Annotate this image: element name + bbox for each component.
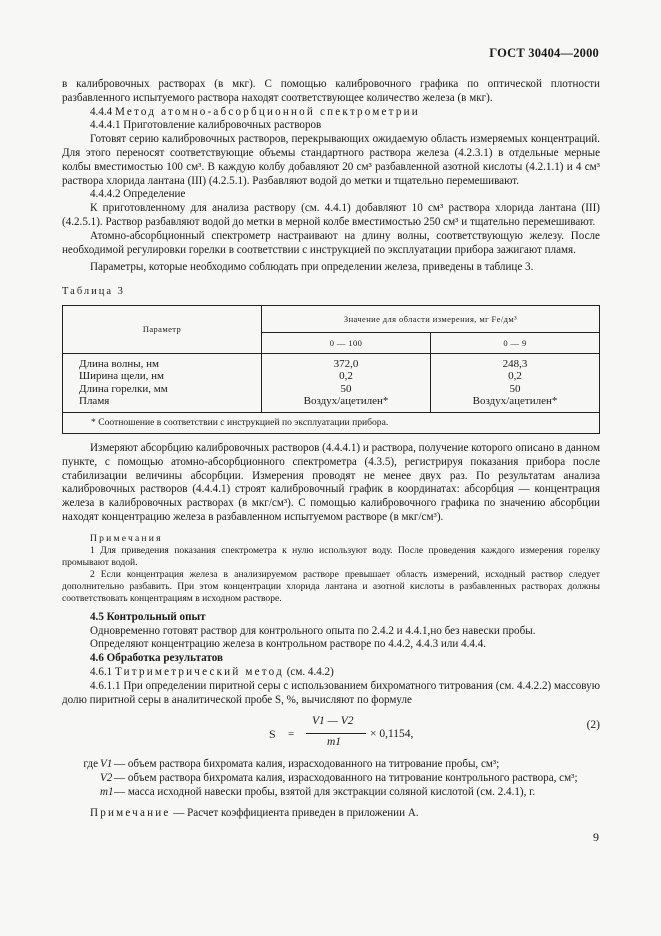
table-header-group: Значение для области измерения, мг Fe/дм³ bbox=[262, 305, 600, 332]
note-2: 2 Если концентрация железа в анализируемом растворе превышает область измерений, исходный раствор следует дополнительно разбавить. При этом концентрации хлорида лантана и азотной кислоты в разбавленных растворах должны соответствовать концентрациям в исходном растворе. bbox=[62, 568, 600, 604]
formula-definitions bbox=[62, 757, 600, 799]
paragraph-measurement: Измеряют абсорбцию калибровочных растворов (4.4.4.1) и раствора, получение которого описано в данном пункте, с помощью атомно-абсорбционного спектрометра (4.3.5), регистрируя показания прибора после стабилизации величины абсорбции. Измерения проводят не менее двух раз. По результатам анализа калибровочных растворов (4.4.4.1) строят калибровочный график в координатах: абсорбция — концентрация железа в калибровочных растворах (в мкг/см³). С помощью калибровочного графика по значению абсорбции находят концентрацию железа в разбавленном испытуемом растворе (в мкг/см³). bbox=[62, 441, 600, 523]
formula-tail: × 0,1154, bbox=[370, 728, 414, 741]
table-cell-params: Длина волны, нм Ширина щели, нм Длина горелки, мм Пламя bbox=[63, 353, 262, 412]
section-4-4-4-2-heading: 4.4.4.2 Определение bbox=[90, 188, 186, 201]
section-4-4-4-1-heading: 4.4.4.1 Приготовление калибровочных растворов bbox=[90, 119, 322, 132]
section-4-5-heading: 4.5 Контрольный опыт bbox=[90, 610, 206, 623]
formula-equals: = bbox=[288, 728, 295, 741]
formula-denominator: m1 bbox=[327, 736, 342, 749]
note-1: 1 Для приведения показания спектрометра к нулю используют воду. После проведения каждого измерения горелку промывают водой. bbox=[62, 544, 600, 568]
definition-row: V2 — объем раствора бихромата калия, израсходованного на титрование контрольного раствора, см³; bbox=[100, 772, 578, 785]
formula-2 bbox=[62, 713, 600, 757]
definition-row: где V1 — объем раствора бихромата калия, израсходованного на титрование пробы, см³; bbox=[83, 758, 500, 771]
table-header-parameter: Параметр bbox=[63, 305, 262, 353]
standard-header: ГОСТ 30404—2000 bbox=[489, 46, 599, 60]
paragraph-calibration: Готовят серию калибровочных растворов, перекрывающих ожидаемую область измеряемых концентраций. Для этого переносят соответствующие объемы стандартного раствора железа (4.2.3.1) в отдельные мерные колбы вместимостью 100 см³. В каждую колбу добавляют 20 см³ разбавленной азотной кислоты (4.2.1.1) и 4 см³ раствора хлорида лантана (III) (4.2.5.1). Разбавляют водой до метки и тщательно перемешивают. bbox=[62, 133, 600, 187]
formula-number: (2) bbox=[586, 719, 600, 732]
final-note: Примечание — Расчет коэффициента приведен в приложении А. bbox=[90, 807, 419, 820]
paragraph-determination-3: Параметры, которые необходимо соблюдать при определении железа, приведены в таблице 3. bbox=[90, 261, 534, 274]
table-header-range-2: 0 — 9 bbox=[431, 332, 600, 353]
table-footnote: * Соотношение в соответствии с инструкцией по эксплуатации прибора. bbox=[63, 412, 600, 433]
formula-numerator: V1 — V2 bbox=[312, 715, 354, 728]
table-caption: Таблица 3 bbox=[62, 286, 125, 298]
document-body bbox=[62, 78, 600, 821]
formula-lhs: S bbox=[269, 727, 276, 742]
paragraph-intro: в калибровочных растворах (в мкг). С помощью калибровочного графика по оптической плотности разбавленного испытуемого раствора находят соответствующее количество железа (в мкг). bbox=[62, 78, 600, 104]
notes-block bbox=[62, 533, 600, 605]
notes-title: Примечания bbox=[90, 532, 163, 544]
table-header-range-1: 0 — 100 bbox=[262, 332, 431, 353]
section-4-6-1-heading: 4.6.1 Титриметрический метод (см. 4.4.2) bbox=[90, 665, 334, 678]
paragraph-4-5-b: Определяют концентрацию железа в контрольном растворе по 4.4.2, 4.4.3 или 4.4.4. bbox=[90, 638, 487, 651]
paragraph-determination-1: К приготовленному для анализа раствору (см. 4.4.1) добавляют 10 см³ раствора хлорида лантана (III) (4.2.5.1). Раствор разбавляют водой до метки в мерной колбе вместимостью 250 см³ и тщательно перемешивают. bbox=[62, 202, 600, 228]
paragraph-4-6-1-1: 4.6.1.1 При определении пиритной серы с использованием бихроматного титрования (см. 4.4.2.2) массовую долю пиритной серы в аналитической пробе S, %, вычисляют по формуле bbox=[62, 679, 600, 706]
parameters-table bbox=[62, 305, 600, 434]
paragraph-determination-2: Атомно-абсорбционный спектрометр настраивают на длину волны, соответствующую железу. После необходимой регулировки горелки в соответствии с инструкцией по эксплуатации прибора зажигают пламя. bbox=[62, 229, 600, 256]
definition-row: m1 — масса исходной навески пробы, взятой для экстракции соляной кислотой (см. 2.4.1), г. bbox=[100, 786, 536, 799]
table-cell-range-1: 372,0 0,2 50 Воздух/ацетилен* bbox=[262, 353, 431, 412]
section-4-6-heading: 4.6 Обработка результатов bbox=[90, 652, 223, 665]
table-cell-range-2: 248,3 0,2 50 Воздух/ацетилен* bbox=[431, 353, 600, 412]
paragraph-4-5-a: Одновременно готовят раствор для контрольного опыта по 2.4.2 и 4.4.1,но без навески пробы. bbox=[90, 624, 536, 637]
fraction-bar bbox=[306, 733, 366, 734]
section-4-4-4-heading: 4.4.4 Метод атомно-абсорбционной спектрометрии bbox=[90, 105, 420, 118]
page-number: 9 bbox=[593, 830, 599, 844]
